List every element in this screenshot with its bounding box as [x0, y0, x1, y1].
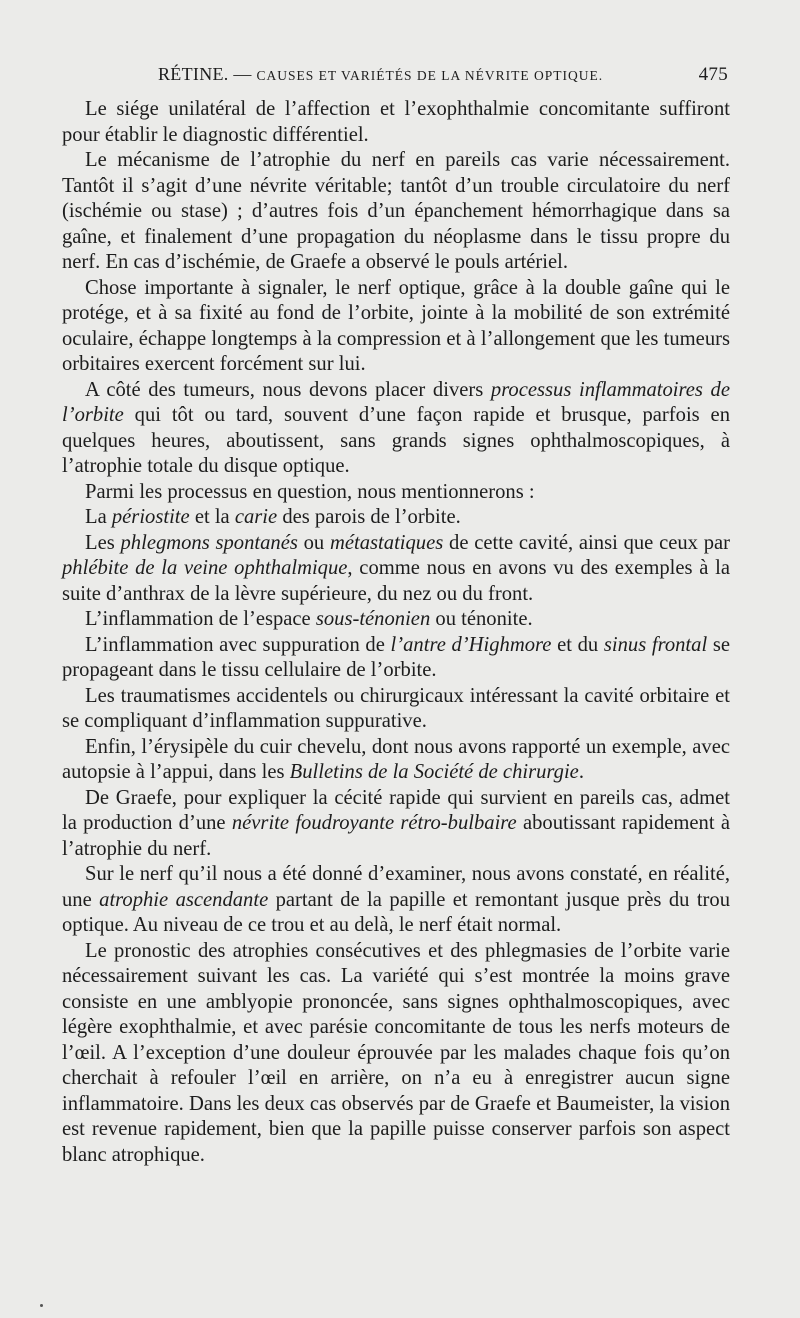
paragraph: [62, 786, 730, 863]
page-speck: [40, 1304, 43, 1307]
italic-text: Bulletins de la Société de chirurgie: [289, 761, 579, 783]
italic-text: névrite foudroyante rétro-bulbaire: [231, 812, 517, 834]
text-run: Parmi les processus en question, nous mentionnerons :: [85, 480, 535, 503]
text-run: ou ténonite.: [430, 608, 533, 630]
text-run: partant de la papille et remontant jusque près du trou optique. Au niveau de ce trou et au delà, le nerf était normal.: [62, 888, 730, 936]
text-run: se propageant dans le tissu cellulaire de l’orbite.: [62, 633, 730, 681]
paragraph: [62, 378, 730, 480]
header-dash: —: [228, 64, 257, 84]
paragraph: [62, 862, 730, 939]
text-run: Le siége unilatéral de l’affection et l’exophthalmie concomitante suffiront pour établir le diagnostic différentiel.: [62, 98, 730, 146]
paragraph: [62, 480, 730, 506]
text-run: de cette cavité, ainsi que ceux par: [443, 531, 731, 554]
paragraph: [62, 607, 730, 633]
text-run: qui tôt ou tard, souvent d’une façon rapide et brusque, parfois en quelques heures, aboutissent, sans grands signes ophthalmoscopiques, à l’atrophie totale du disque optique.: [62, 404, 730, 477]
paragraph: [62, 684, 730, 735]
text-run: L’inflammation de l’espace: [85, 608, 316, 630]
text-run: , comme nous en avons vu des exemples à la suite d’anthrax de la lèvre supérieure, du nez ou du front.: [62, 557, 730, 605]
text-run: des parois de l’orbite.: [277, 506, 461, 528]
paragraph: [62, 633, 730, 684]
paragraph: [62, 505, 730, 531]
text-run: ou: [297, 531, 330, 554]
text-run: aboutissant rapidement à l’atrophie du nerf.: [62, 812, 731, 860]
text-run: La: [85, 506, 112, 528]
text-run: A côté des tumeurs, nous devons placer divers: [85, 378, 491, 401]
italic-text: l’antre d’Highmore: [390, 633, 552, 656]
italic-text: phlébite de la veine ophthalmique: [62, 557, 348, 579]
italic-text: métastatiques: [330, 531, 444, 554]
header-chapter-title: CAUSES ET VARIÉTÉS DE LA NÉVRITE OPTIQUE.: [256, 68, 604, 83]
text-run: Le pronostic des atrophies consécutives et des phlegmasies de l’orbite varie nécessairement suivant les cas. La variété qui s’est montrée la moins grave consiste en une amblyopie prononcée, sans signes ophthalmoscopiques, avec légère exophthalmie, et avec parésie concomitante de tous les nerfs moteurs de l’œil. A l’exception d’une douleur éprouvée par les malades chaque fois qu’on cherchait à refouler l’œil en arrière, on n’a eu à enregistrer aucun signe inflammatoire. Dans les deux cas observés par de Graefe et Baumeister, la vision est revenue rapidement, bien que la papille puisse conserver parfois son aspect blanc atrophique.: [62, 939, 730, 1166]
paragraph: [62, 97, 730, 148]
paragraph: [62, 148, 730, 276]
italic-text: carie: [234, 506, 278, 528]
text-run: Les traumatismes accidentels ou chirurgicaux intéressant la cavité orbitaire et se compliquant d’inflammation suppurative.: [62, 684, 730, 732]
page-number: 475: [698, 64, 728, 85]
text-run: Chose importante à signaler, le nerf optique, grâce à la double gaîne qui le protége, et à sa fixité au fond de l’orbite, jointe à la mobilité de son extrémité oculaire, échappe longtemps à la compression et à l’allongement que les tumeurs orbitaires exercent forcément sur lui.: [62, 276, 730, 375]
header-section: RÉTINE.: [158, 64, 229, 84]
italic-text: sinus frontal: [603, 633, 708, 656]
running-title: [158, 64, 603, 85]
text-run: De Graefe, pour expliquer la cécité rapide qui survient en pareils cas, admet la production d’une: [62, 786, 730, 834]
text-run: .: [578, 761, 584, 783]
body-text: [62, 97, 730, 1168]
italic-text: phlegmons spontanés: [120, 531, 298, 554]
italic-text: sous-ténonien: [315, 608, 431, 630]
italic-text: atrophie ascendante: [99, 888, 269, 911]
text-run: et du: [551, 633, 604, 656]
paragraph: [62, 735, 730, 786]
text-run: Le mécanisme de l’atrophie du nerf en pareils cas varie nécessairement. Tantôt il s’agit d’une névrite véritable; tantôt d’un trouble circulatoire du nerf (ischémie ou stase) ; d’autres fois d’un épanchement hémorrhagique dans sa gaîne, et finalement d’une propagation du néoplasme dans le tissu propre du nerf. En cas d’ischémie, de Graefe a observé le pouls artériel.: [62, 149, 730, 273]
italic-text: périostite: [111, 506, 190, 528]
text-run: Enfin, l’érysipèle du cuir chevelu, dont nous avons rapporté un exemple, avec autopsie à l’appui, dans les: [62, 735, 730, 783]
running-header: [62, 62, 730, 90]
paragraph: [62, 531, 730, 608]
italic-text: processus inflammatoires de l’orbite: [62, 378, 730, 426]
text-run: Les: [85, 531, 121, 554]
text-run: L’inflammation avec suppuration de: [85, 633, 391, 656]
text-run: et la: [189, 506, 235, 528]
paragraph: [62, 939, 730, 1169]
paragraph: [62, 276, 730, 378]
text-run: Sur le nerf qu’il nous a été donné d’examiner, nous avons constaté, en réalité, une: [62, 863, 730, 911]
